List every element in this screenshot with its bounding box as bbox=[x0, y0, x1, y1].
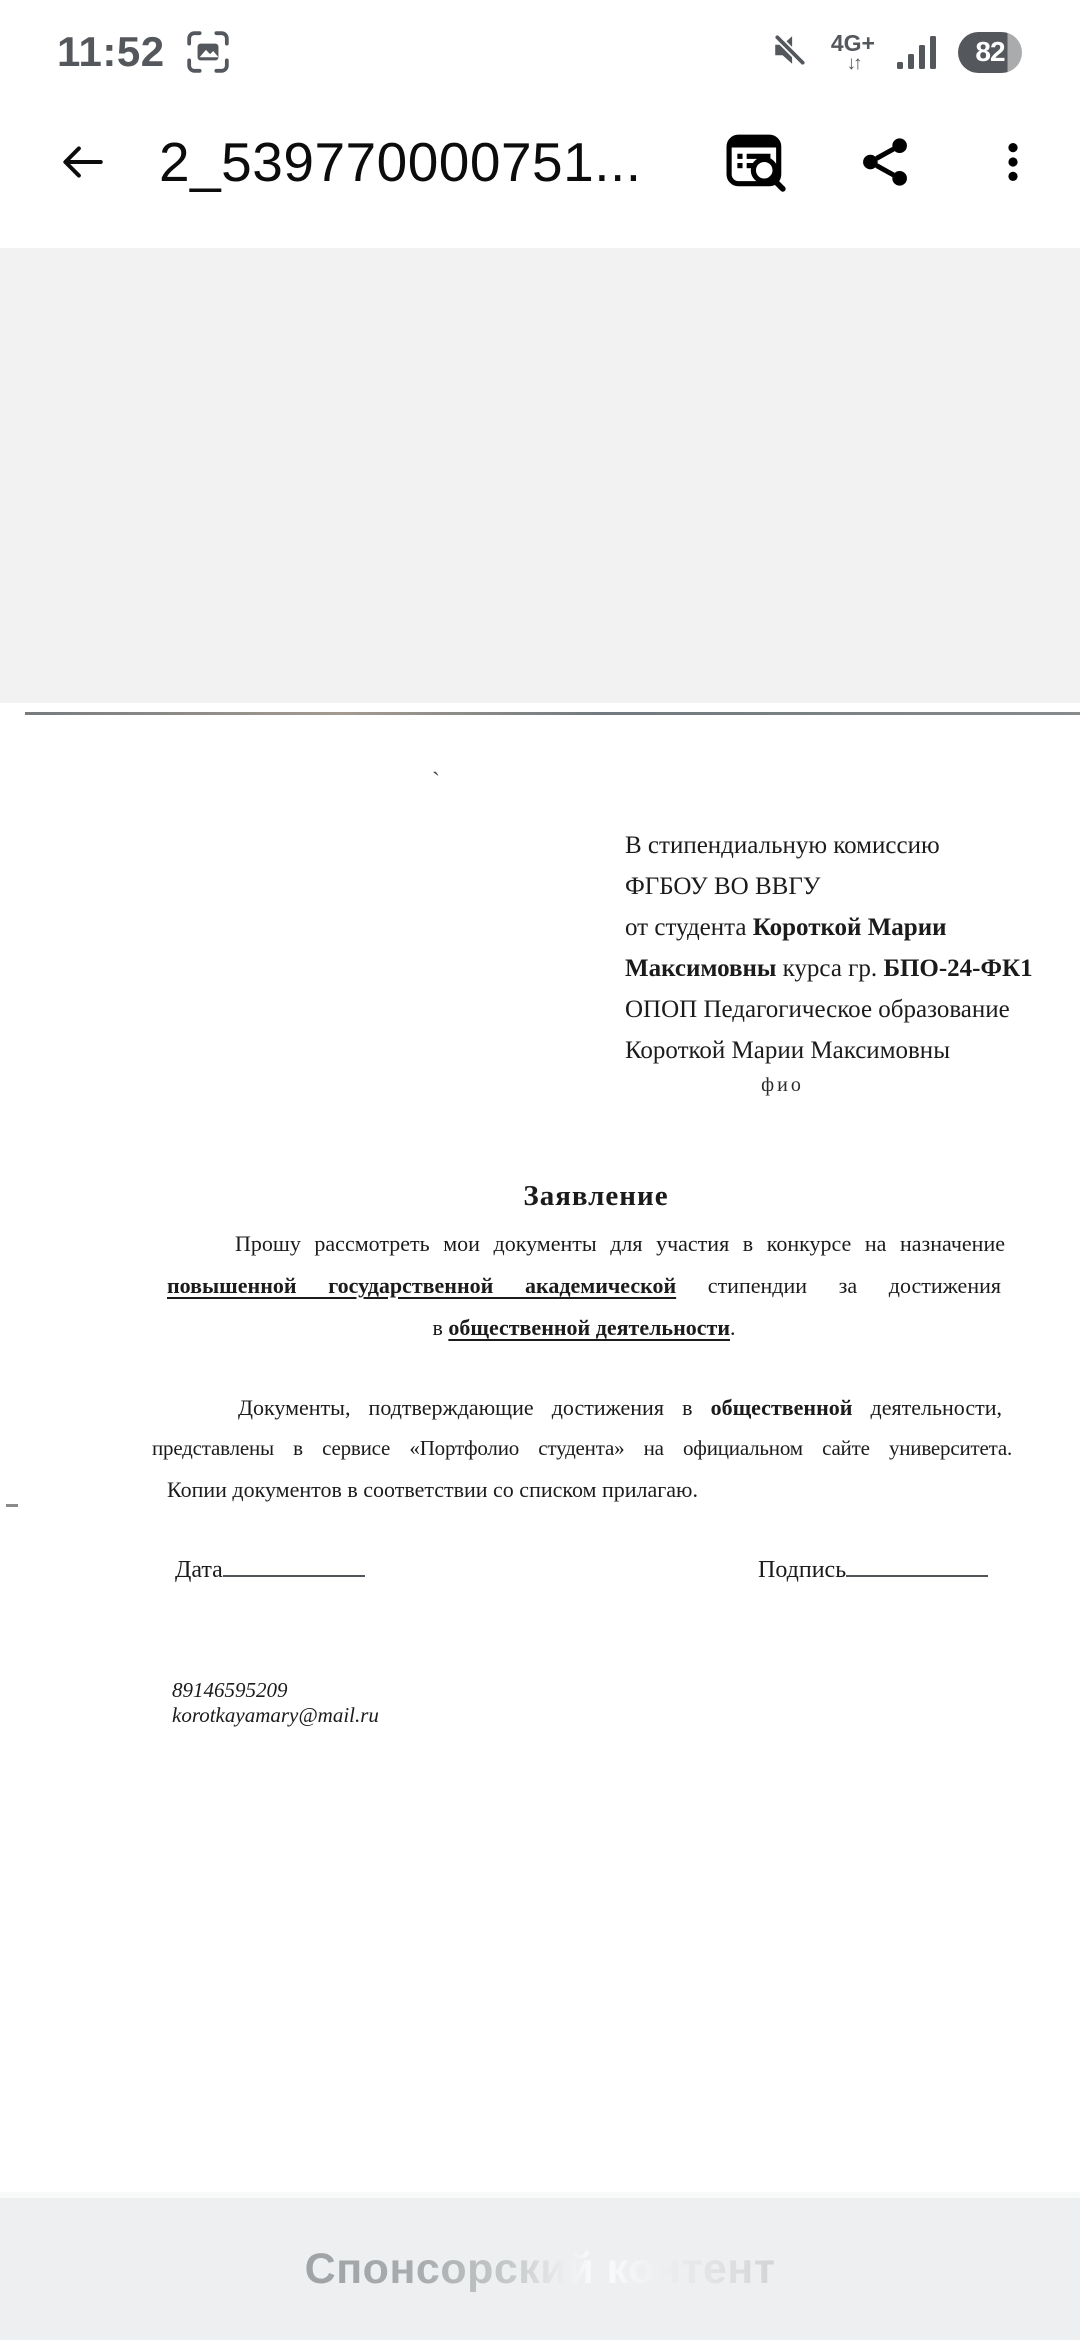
file-title: 2_539770000751... bbox=[159, 131, 642, 193]
signal-strength-icon bbox=[897, 35, 936, 69]
paragraph1-line2: повышенной государственной академической стипендии за достижения bbox=[167, 1273, 1001, 1298]
overflow-menu-button[interactable] bbox=[982, 131, 1044, 193]
recipient-line: ОПОП Педагогическое образование bbox=[625, 996, 1010, 1023]
recipient-line: ФГБОУ ВО ВВГУ bbox=[625, 873, 821, 900]
recipient-line: от студента Короткой Марии bbox=[625, 914, 947, 941]
data-arrows-icon: ↓↑ bbox=[846, 52, 860, 74]
clock: 11:52 bbox=[57, 28, 165, 75]
back-icon bbox=[57, 137, 107, 187]
screenshot-icon bbox=[185, 29, 231, 75]
document-page[interactable] bbox=[0, 703, 1080, 2231]
signature-field: Подпись bbox=[758, 1553, 988, 1584]
student-name: Короткой Марии bbox=[752, 914, 947, 941]
fio-caption: фио bbox=[761, 1074, 804, 1096]
recipient-line: Максимовны курса гр. БПО-24-ФК1 bbox=[625, 955, 1033, 982]
paragraph1-line3: в общественной деятельности. bbox=[432, 1315, 736, 1340]
overflow-menu-icon bbox=[990, 139, 1036, 185]
contact-block bbox=[172, 1678, 379, 1728]
status-icons bbox=[771, 31, 1022, 74]
doc-search-button[interactable] bbox=[726, 131, 788, 193]
back-button[interactable] bbox=[57, 137, 107, 187]
app-bar-actions bbox=[726, 131, 1050, 193]
date-field: Дата bbox=[175, 1553, 365, 1584]
signature-blank-line bbox=[846, 1553, 988, 1577]
doc-search-icon bbox=[726, 131, 788, 193]
status-bar bbox=[0, 0, 1080, 90]
contact-phone: 89146595209 bbox=[172, 1678, 288, 1702]
paragraph2-line1: Документы, подтверждающие достижения в общественной деятельности, bbox=[238, 1395, 1002, 1420]
contact-email: korotkayamary@mail.ru bbox=[172, 1703, 379, 1727]
document-title: Заявление bbox=[523, 1180, 669, 1212]
recipient-block bbox=[625, 825, 1033, 1071]
scan-artifact-dash bbox=[6, 1504, 18, 1507]
student-patronymic: Максимовны bbox=[625, 955, 777, 982]
emphasis-activity-type: общественной деятельности bbox=[448, 1315, 730, 1340]
share-icon bbox=[858, 135, 912, 189]
paragraph2-line3: Копии документов в соответствии со списком прилагаю. bbox=[167, 1477, 698, 1502]
app-bar bbox=[0, 90, 1080, 248]
paragraph1-line1: Прошу рассмотреть мои документы для участия в конкурсе на назначение bbox=[235, 1231, 1005, 1256]
battery-percent: 82 bbox=[975, 36, 1005, 67]
group-code: БПО-24-ФК1 bbox=[883, 955, 1033, 982]
mute-icon bbox=[771, 31, 809, 74]
paragraph2-line2: представлены в сервисе «Портфолио студента» на официальном сайте университета. bbox=[152, 1436, 1012, 1460]
share-button[interactable] bbox=[854, 131, 916, 193]
recipient-line: В стипендиальную комиссию bbox=[625, 832, 940, 859]
date-blank-line bbox=[223, 1553, 365, 1577]
scan-artifact-line bbox=[25, 712, 1080, 715]
document-viewer[interactable] bbox=[0, 248, 1080, 2340]
emphasis-scholarship-type: повышенной государственной академической bbox=[167, 1273, 677, 1298]
sponsored-content-banner[interactable] bbox=[0, 2198, 1080, 2340]
battery-indicator bbox=[958, 32, 1022, 73]
sponsored-content-label: Спонсорский контент bbox=[304, 2244, 776, 2293]
network-type-indicator: 4G+ ↓↑ bbox=[830, 29, 875, 74]
recipient-line: Короткой Марии Максимовны bbox=[625, 1037, 950, 1064]
scan-artifact-mark: ` bbox=[432, 769, 440, 795]
